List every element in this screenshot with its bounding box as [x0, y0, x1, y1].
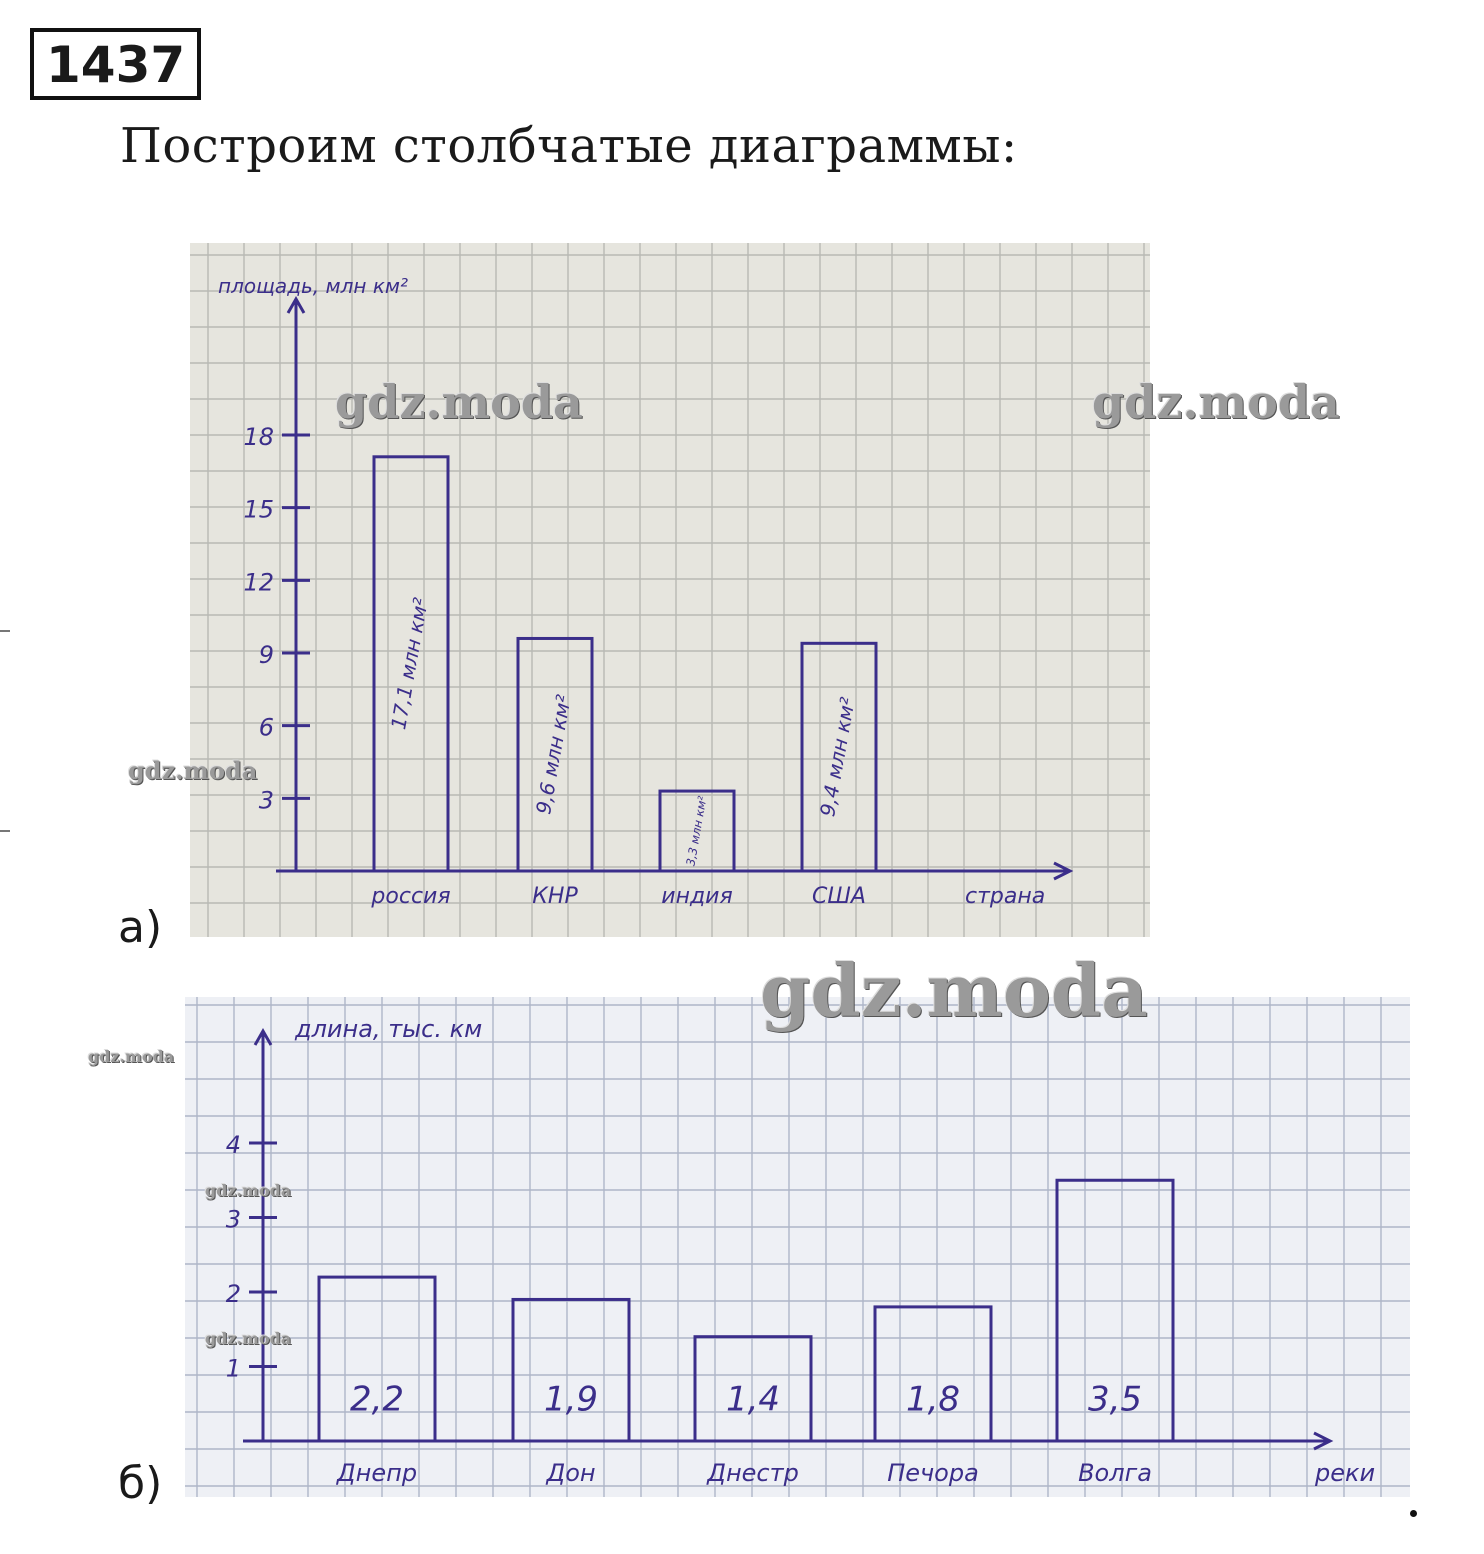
- task-heading: Построим столбчатые диаграммы:: [120, 118, 1018, 174]
- watermark: gdz.moda: [205, 1329, 292, 1348]
- watermark: gdz.moda: [335, 375, 583, 429]
- y-tick-label: 2: [225, 1280, 241, 1308]
- bar-value-label: 3,5: [1087, 1379, 1143, 1420]
- y-tick-label: 4: [225, 1131, 241, 1159]
- bar-value-label: 17,1 млн км²: [386, 595, 433, 732]
- chart-photo-a: [190, 243, 1150, 937]
- paper-background: [185, 997, 1410, 1497]
- bar-value-label: 1,9: [543, 1379, 599, 1420]
- category-label: Печора: [887, 1459, 979, 1487]
- y-axis-label: площадь, млн км²: [218, 274, 409, 298]
- category-label: Днепр: [336, 1459, 418, 1487]
- category-label: КНР: [532, 884, 578, 909]
- y-tick-label: 1: [225, 1354, 241, 1383]
- y-tick-label: 9: [258, 641, 274, 669]
- part-label-a: а): [118, 902, 163, 953]
- watermark: gdz.moda: [760, 948, 1148, 1033]
- category-label: Днестр: [707, 1459, 799, 1487]
- bar-value-label: 2,2: [349, 1379, 405, 1420]
- category-label: Волга: [1078, 1459, 1152, 1487]
- chart-a: [190, 243, 1150, 937]
- y-tick-label: 6: [258, 713, 274, 742]
- bar-value-label: 9,4 млн км²: [815, 695, 860, 819]
- x-axis-label: страна: [965, 884, 1046, 909]
- margin-mark: [0, 830, 10, 832]
- category-label: россия: [371, 884, 451, 909]
- bar-value-label: 3,3 млн км²: [683, 794, 710, 867]
- x-axis-label: реки: [1315, 1459, 1376, 1487]
- bar-value-label: 1,4: [725, 1379, 781, 1420]
- paper-background: [190, 243, 1150, 937]
- category-label: Дон: [546, 1459, 596, 1487]
- chart-photo-b: [185, 997, 1410, 1497]
- part-label-b: б): [118, 1458, 163, 1509]
- final-period: [1410, 1510, 1417, 1517]
- margin-mark: [0, 630, 10, 632]
- chart-b: [185, 997, 1410, 1497]
- y-tick-label: 3: [225, 1205, 241, 1234]
- bar-value-label: 1,8: [905, 1379, 961, 1420]
- watermark: gdz.moda: [88, 1047, 175, 1066]
- category-label: США: [812, 884, 866, 909]
- task-number: 1437: [30, 28, 201, 100]
- y-tick-label: 12: [243, 568, 274, 597]
- watermark: gdz.moda: [128, 756, 258, 785]
- y-tick-label: 3: [258, 786, 274, 815]
- y-axis-label: длина, тыс. км: [295, 1015, 483, 1043]
- bar-value-label: 9,6 млн км²: [531, 692, 576, 816]
- category-label: индия: [661, 884, 733, 909]
- y-tick-label: 18: [243, 423, 274, 451]
- y-tick-label: 15: [243, 495, 274, 524]
- watermark: gdz.moda: [205, 1181, 292, 1200]
- watermark: gdz.moda: [1092, 375, 1340, 429]
